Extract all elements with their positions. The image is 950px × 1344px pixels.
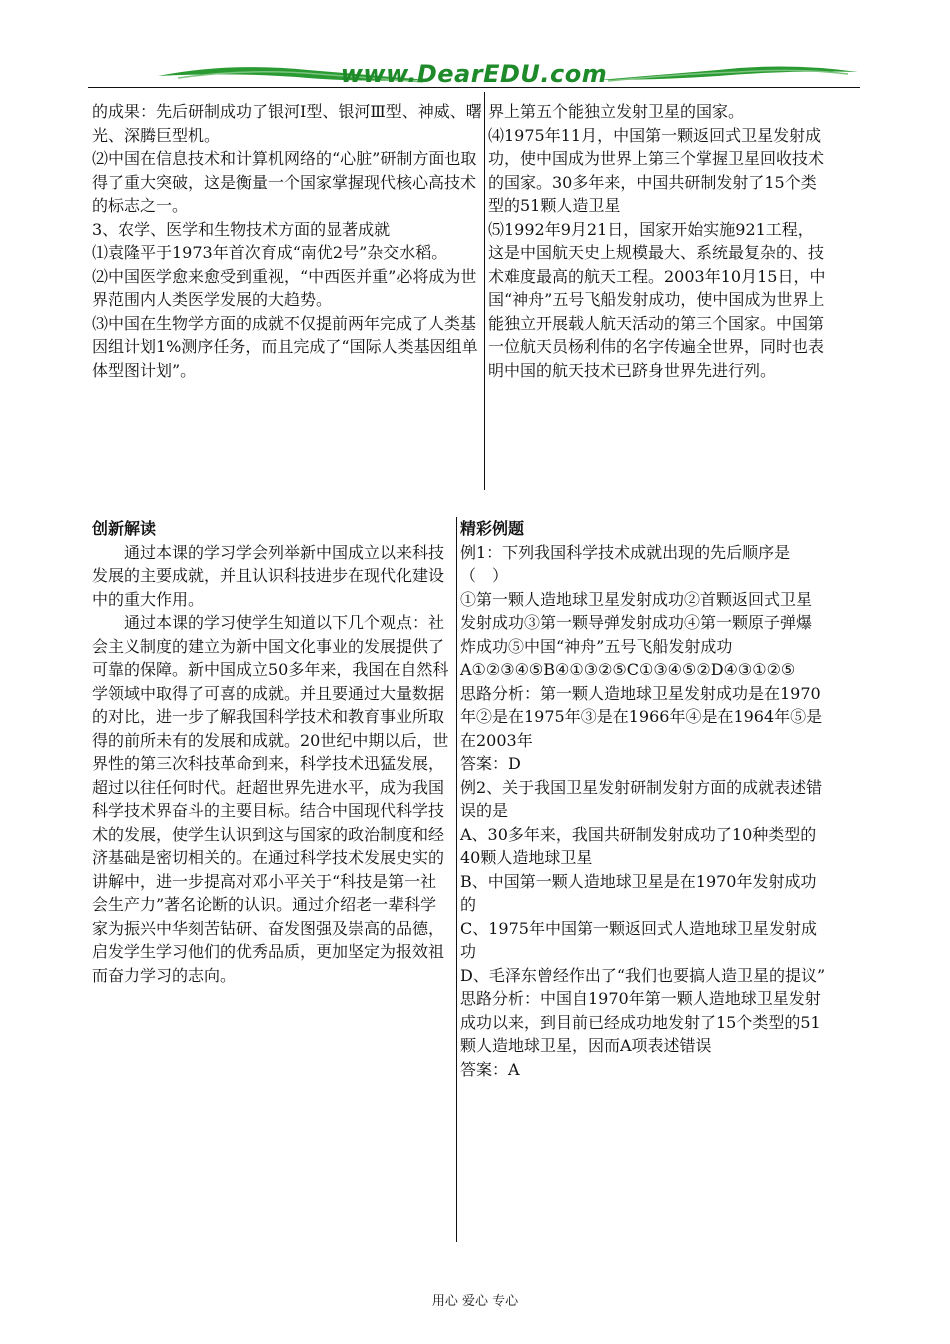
paragraph: ⑵中国在信息技术和计算机网络的“心脏”研制方面也取得了重大突破，这是衡量一个国家掌握现代核心高技术的标志之一。 <box>92 149 477 215</box>
paragraph: ⑴袁隆平于1973年首次育成“南优2号”杂交水稻。 <box>92 243 448 262</box>
bottom-column-divider <box>456 517 457 1242</box>
example-line: A、30多年来，我国共研制发射成功了10种类型的40颗人造地球卫星 <box>460 824 817 867</box>
header-rule <box>88 87 860 88</box>
page-footer: 用心 爱心 专心 <box>431 1294 519 1309</box>
top-column-divider <box>484 92 485 490</box>
site-logo: www.DearEDU.com <box>340 60 608 88</box>
paragraph: 的成果：先后研制成功了银河Ⅰ型、银河Ⅲ型、神威、曙光、深腾巨型机。 <box>92 102 482 145</box>
paragraph: 3、农学、医学和生物技术方面的显著成就 <box>92 219 391 239</box>
examples-section <box>460 517 826 1081</box>
paragraph: 通过本课的学习使学生知道以下几个观点：社会主义制度的建立为新中国文化事业的发展提供了可靠的保障。新中国成立50多年来，我国在自然科学领域中取得了可喜的成就。并且要通过大量数据的对比，进一步了解我国科学技术和教育事业所取得的前所未有的发展和成就。20世纪中期以后，世界性的第三次科技革命到来，科学技术迅猛发展，超过以往任何时代。赶超世界先进水平，成为我国科学技术界奋斗的主要目标。结合中国现代科学技术的发展，使学生认识到这与国家的政治制度和经济基础是密切相关的。在通过科学技术发展史实的讲解中，进一步提高对邓小平关于“科技是第一社会生产力”著名论断的认识。通过介绍老一辈科学家为振兴中华刻苦钻研、奋发图强及崇高的品德，启发学生学习他们的优秀品质，更加坚定为报效祖而奋力学习的志向。 <box>92 613 449 985</box>
example-line: C、1975年中国第一颗返回式人造地球卫星发射成功 <box>460 918 817 961</box>
paragraph: ⑵中国医学愈来愈受到重视，“中西医并重”必将成为世界范围内人类医学发展的大趋势。 <box>92 266 477 309</box>
top-right-column <box>488 100 828 382</box>
section-heading: 精彩例题 <box>460 519 525 538</box>
page-header <box>88 58 860 92</box>
paragraph: 界上第五个能独立发射卫星的国家。 <box>488 102 745 121</box>
example-line: D、毛泽东曾经作出了“我们也要搞人造卫星的提议” <box>460 965 826 985</box>
example-line: ①第一颗人造地球卫星发射成功②首颗返回式卫星发射成功③第一颗导弹发射成功④第一颗原子弹爆炸成功⑤中国“神舟”五号飞船发射成功 <box>460 589 813 656</box>
example-line: 答案：D <box>460 754 521 773</box>
example-line: 思路分析：第一颗人造地球卫星发射成功是在1970年②是在1975年③是在1966年④是在1964年⑤是在2003年 <box>460 683 823 750</box>
example-line: B、中国第一颗人造地球卫星是在1970年发射成功的 <box>460 871 817 914</box>
paragraph: 通过本课的学习学会列举新中国成立以来科技发展的主要成就，并且认识科技进步在现代化建设中的重大作用。 <box>92 542 445 609</box>
paragraph: ⑷1975年11月，中国第一颗返回式卫星发射成功，使中国成为世界上第三个掌握卫星回收技术的国家。30多年来，中国共研制发射了15个类型的51颗人造卫星 <box>488 125 825 215</box>
example-line: 思路分析：中国自1970年第一颗人造地球卫星发射成功以来，到目前已经成功地发射了15个类型的51颗人造地球卫星，因而A项表述错误 <box>460 989 821 1055</box>
innovation-section <box>92 517 452 987</box>
example-line: 例1：下列我国科学技术成就出现的先后顺序是（ ） <box>460 542 791 585</box>
example-line: A①②③④⑤B④①③②⑤C①③④⑤②D④③①②⑤ <box>460 660 796 679</box>
example-line: 例2、关于我国卫星发射研制发射方面的成就表述错误的是 <box>460 777 823 820</box>
section-heading: 创新解读 <box>92 519 157 538</box>
paragraph: ⑸1992年9月21日，国家开始实施921工程，这是中国航天史上规模最大、系统最复杂的、技术难度最高的航天工程。2003年10月15日，中国“神舟”五号飞船发射成功，使中国成为世界上能独立开展载人航天活动的第三个国家。中国第一位航天员杨利伟的名字传遍全世界，同时也表明中国的航天技术已跻身世界先进行列。 <box>488 219 826 380</box>
top-left-column <box>92 100 482 382</box>
example-line: 答案：A <box>460 1059 520 1079</box>
paragraph: ⑶中国在生物学方面的成就不仅提前两年完成了人类基因组计划1%测序任务，而且完成了“国际人类基因组单体型图计划”。 <box>92 313 478 380</box>
